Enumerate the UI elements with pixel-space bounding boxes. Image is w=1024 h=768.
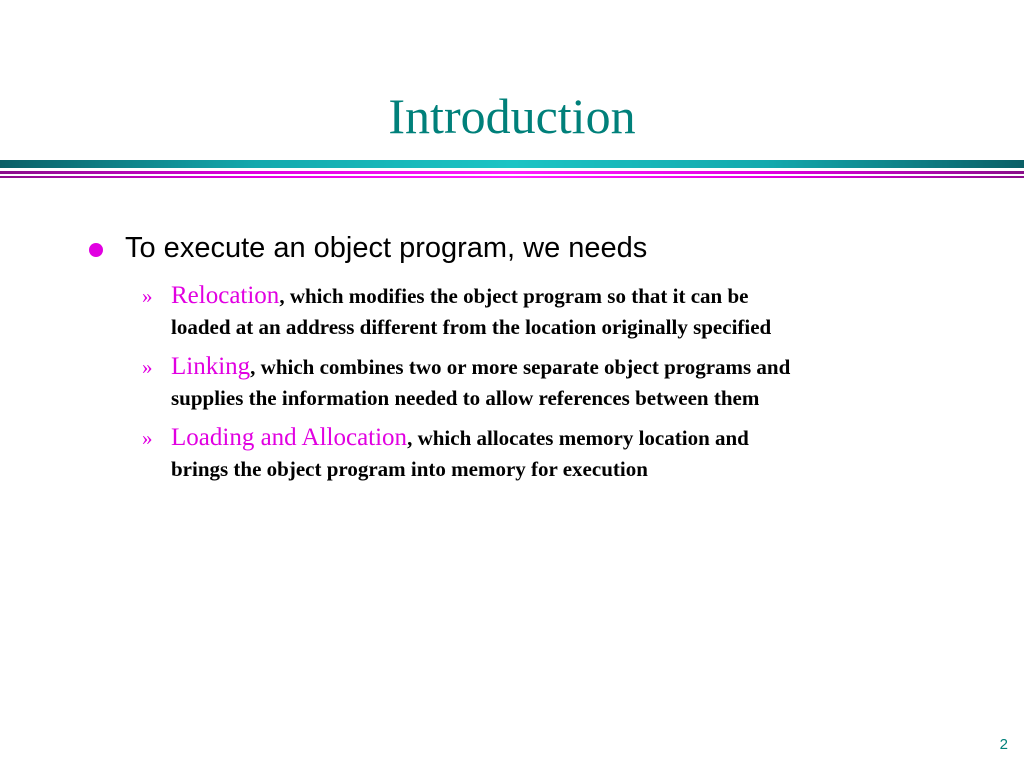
- description-line-1: which combines two or more separate object programs and: [255, 355, 791, 379]
- slide-title: Introduction: [388, 88, 636, 144]
- title-rule-magenta-top: [0, 171, 1024, 174]
- description-line-2: brings the object program into memory for execution: [171, 457, 648, 481]
- term-comma: ,: [407, 426, 413, 450]
- description-line-1: which modifies the object program so that it can be: [284, 284, 749, 308]
- sub-bullet-body: [171, 351, 971, 414]
- term-loading-and-allocation: Loading and Allocation: [171, 424, 408, 451]
- bullet-dot-icon: [89, 243, 103, 257]
- sub-bullet-body: [171, 280, 971, 343]
- term-comma: ,: [279, 284, 285, 308]
- term-linking: Linking: [171, 353, 251, 380]
- sub-bullet-body: [171, 422, 971, 485]
- title-rule-magenta-bottom: [0, 176, 1024, 178]
- description-line-1: which allocates memory location and: [412, 426, 749, 450]
- term-relocation: Relocation: [171, 282, 280, 309]
- page-number: 2: [999, 736, 1008, 753]
- double-chevron-icon: »: [142, 284, 153, 308]
- title-rule-teal: [0, 160, 1024, 168]
- main-bullet-text: To execute an object program, we needs: [125, 232, 648, 264]
- double-chevron-icon: »: [142, 355, 153, 379]
- description-line-2: supplies the information needed to allow references between them: [171, 386, 760, 410]
- term-comma: ,: [250, 355, 256, 379]
- double-chevron-icon: »: [142, 426, 153, 450]
- description-line-2: loaded at an address different from the location originally specified: [171, 315, 772, 339]
